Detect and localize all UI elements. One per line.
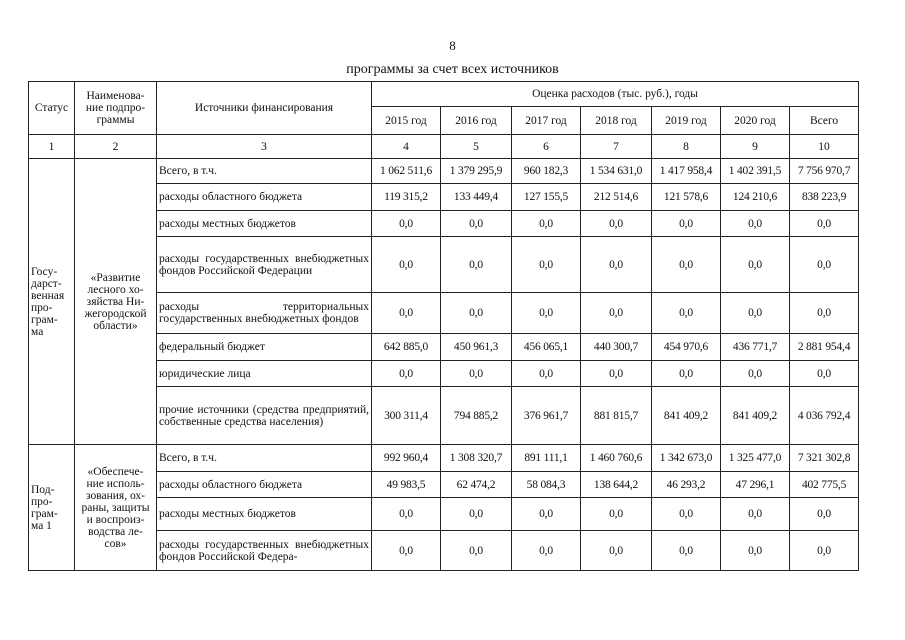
value-cell: 1 460 760,6 xyxy=(581,445,652,472)
total-cell: 838 223,9 xyxy=(790,184,859,211)
value-cell: 0,0 xyxy=(372,237,441,293)
value-cell: 841 409,2 xyxy=(721,387,790,445)
column-number: 3 xyxy=(157,135,372,159)
header-sources: Источники финансирования xyxy=(157,82,372,135)
value-cell: 0,0 xyxy=(581,498,652,531)
total-cell: 7 756 970,7 xyxy=(790,159,859,184)
total-cell: 7 321 302,8 xyxy=(790,445,859,472)
value-cell: 0,0 xyxy=(441,237,512,293)
value-cell: 0,0 xyxy=(441,531,512,571)
total-cell: 0,0 xyxy=(790,498,859,531)
header-estimate: Оценка расходов (тыс. руб.), годы xyxy=(372,82,859,107)
value-cell: 121 578,6 xyxy=(652,184,721,211)
total-cell: 0,0 xyxy=(790,211,859,237)
value-cell: 1 062 511,6 xyxy=(372,159,441,184)
header-row-1 xyxy=(29,82,859,107)
column-number: 6 xyxy=(512,135,581,159)
status-cell: Под- про- грам- ма 1 xyxy=(29,445,75,571)
value-cell: 0,0 xyxy=(581,293,652,334)
column-number: 7 xyxy=(581,135,652,159)
source-cell: расходы областного бюджета xyxy=(157,184,372,211)
value-cell: 0,0 xyxy=(512,211,581,237)
value-cell: 47 296,1 xyxy=(721,472,790,498)
value-cell: 0,0 xyxy=(581,531,652,571)
source-cell: расходы территориальных государственных внебюджетных фондов xyxy=(157,293,372,334)
value-cell: 992 960,4 xyxy=(372,445,441,472)
value-cell: 0,0 xyxy=(441,361,512,387)
value-cell: 0,0 xyxy=(372,211,441,237)
header-year: 2016 год xyxy=(441,107,512,135)
header-year: 2018 год xyxy=(581,107,652,135)
total-cell: 0,0 xyxy=(790,531,859,571)
value-cell: 62 474,2 xyxy=(441,472,512,498)
value-cell: 0,0 xyxy=(581,237,652,293)
source-cell: федеральный бюджет xyxy=(157,334,372,361)
value-cell: 450 961,3 xyxy=(441,334,512,361)
total-cell: 0,0 xyxy=(790,237,859,293)
value-cell: 794 885,2 xyxy=(441,387,512,445)
header-year: 2020 год xyxy=(721,107,790,135)
value-cell: 0,0 xyxy=(652,237,721,293)
value-cell: 0,0 xyxy=(372,531,441,571)
value-cell: 436 771,7 xyxy=(721,334,790,361)
value-cell: 0,0 xyxy=(512,361,581,387)
total-cell: 402 775,5 xyxy=(790,472,859,498)
value-cell: 0,0 xyxy=(652,211,721,237)
value-cell: 58 084,3 xyxy=(512,472,581,498)
subprogram-cell: «Развитие лесного хо- зяйства Ни- жегородской области» xyxy=(75,159,157,445)
value-cell: 0,0 xyxy=(652,498,721,531)
value-cell: 0,0 xyxy=(581,211,652,237)
column-number: 10 xyxy=(790,135,859,159)
value-cell: 960 182,3 xyxy=(512,159,581,184)
source-cell: расходы местных бюджетов xyxy=(157,498,372,531)
header-year: 2015 год xyxy=(372,107,441,135)
value-cell: 0,0 xyxy=(441,498,512,531)
value-cell: 0,0 xyxy=(441,293,512,334)
table-row xyxy=(29,159,859,184)
budget-table xyxy=(28,81,859,571)
value-cell: 0,0 xyxy=(512,237,581,293)
value-cell: 440 300,7 xyxy=(581,334,652,361)
source-cell: юридические лица xyxy=(157,361,372,387)
value-cell: 0,0 xyxy=(512,293,581,334)
total-cell: 0,0 xyxy=(790,361,859,387)
source-cell: расходы государственных внебюджетных фондов Российской Федерации xyxy=(157,237,372,293)
value-cell: 642 885,0 xyxy=(372,334,441,361)
column-number: 5 xyxy=(441,135,512,159)
value-cell: 0,0 xyxy=(581,361,652,387)
value-cell: 0,0 xyxy=(372,293,441,334)
value-cell: 1 417 958,4 xyxy=(652,159,721,184)
value-cell: 456 065,1 xyxy=(512,334,581,361)
page-number: 8 xyxy=(449,38,456,53)
header-total: Всего xyxy=(790,107,859,135)
column-number: 4 xyxy=(372,135,441,159)
value-cell: 1 379 295,9 xyxy=(441,159,512,184)
value-cell: 127 155,5 xyxy=(512,184,581,211)
value-cell: 0,0 xyxy=(372,361,441,387)
status-cell: Госу- дарст- венная про- грам- ма xyxy=(29,159,75,445)
value-cell: 0,0 xyxy=(721,498,790,531)
value-cell: 1 325 477,0 xyxy=(721,445,790,472)
value-cell: 1 342 673,0 xyxy=(652,445,721,472)
table-row xyxy=(29,445,859,472)
column-number: 1 xyxy=(29,135,75,159)
value-cell: 0,0 xyxy=(441,211,512,237)
column-number: 2 xyxy=(75,135,157,159)
column-numbers-row xyxy=(29,135,859,159)
source-cell: Всего, в т.ч. xyxy=(157,445,372,472)
value-cell: 300 311,4 xyxy=(372,387,441,445)
value-cell: 0,0 xyxy=(652,293,721,334)
value-cell: 0,0 xyxy=(512,531,581,571)
value-cell: 841 409,2 xyxy=(652,387,721,445)
value-cell: 0,0 xyxy=(512,498,581,531)
value-cell: 1 308 320,7 xyxy=(441,445,512,472)
value-cell: 454 970,6 xyxy=(652,334,721,361)
total-cell: 2 881 954,4 xyxy=(790,334,859,361)
column-number: 9 xyxy=(721,135,790,159)
header-year: 2019 год xyxy=(652,107,721,135)
header-year: 2017 год xyxy=(512,107,581,135)
value-cell: 0,0 xyxy=(721,211,790,237)
value-cell: 0,0 xyxy=(372,498,441,531)
value-cell: 881 815,7 xyxy=(581,387,652,445)
value-cell: 119 315,2 xyxy=(372,184,441,211)
column-number: 8 xyxy=(652,135,721,159)
source-cell: расходы государственных внебюджетных фондов Российской Федера- xyxy=(157,531,372,571)
value-cell: 133 449,4 xyxy=(441,184,512,211)
value-cell: 138 644,2 xyxy=(581,472,652,498)
source-cell: расходы местных бюджетов xyxy=(157,211,372,237)
value-cell: 376 961,7 xyxy=(512,387,581,445)
value-cell: 0,0 xyxy=(721,361,790,387)
value-cell: 46 293,2 xyxy=(652,472,721,498)
source-cell: Всего, в т.ч. xyxy=(157,159,372,184)
value-cell: 0,0 xyxy=(721,237,790,293)
value-cell: 0,0 xyxy=(652,361,721,387)
document-title: программы за счет всех источников xyxy=(346,62,559,77)
source-cell: расходы областного бюджета xyxy=(157,472,372,498)
value-cell: 212 514,6 xyxy=(581,184,652,211)
value-cell: 0,0 xyxy=(652,531,721,571)
value-cell: 0,0 xyxy=(721,293,790,334)
header-subprogram: Наименова- ние подпро- граммы xyxy=(75,82,157,135)
value-cell: 124 210,6 xyxy=(721,184,790,211)
header-status: Статус xyxy=(29,82,75,135)
value-cell: 0,0 xyxy=(721,531,790,571)
total-cell: 0,0 xyxy=(790,293,859,334)
source-cell: прочие источники (средства предприятий, собственные средства населения) xyxy=(157,387,372,445)
total-cell: 4 036 792,4 xyxy=(790,387,859,445)
value-cell: 1 534 631,0 xyxy=(581,159,652,184)
value-cell: 891 111,1 xyxy=(512,445,581,472)
value-cell: 49 983,5 xyxy=(372,472,441,498)
subprogram-cell: «Обеспече- ние исполь- зования, ох- раны, защиты и воспроиз- водства ле- сов» xyxy=(75,445,157,571)
value-cell: 1 402 391,5 xyxy=(721,159,790,184)
